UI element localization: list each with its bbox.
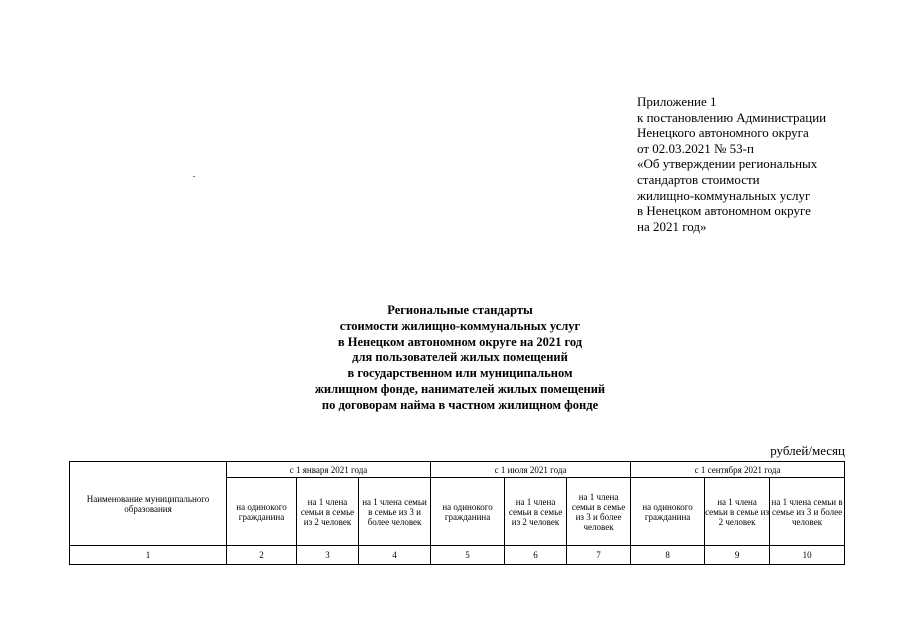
appendix-line: «Об утверждении региональных (637, 156, 818, 172)
column-number: 6 (505, 546, 567, 565)
column-number-row (70, 546, 845, 565)
period-header: с 1 января 2021 года (227, 462, 431, 478)
title-line: Региональные стандарты (387, 303, 533, 317)
standards-table (69, 461, 845, 565)
appendix-line: Приложение 1 (637, 94, 717, 109)
column-number: 4 (359, 546, 431, 565)
scan-speck (193, 176, 195, 177)
column-number: 9 (705, 546, 770, 565)
appendix-line: от 02.03.2021 № 53-п (637, 140, 754, 156)
units-label: рублей/месяц (770, 443, 845, 458)
appendix-line: жилищно-коммунальных услуг (637, 187, 811, 203)
column-number: 7 (567, 546, 631, 565)
appendix-line: к постановлению Администрации (637, 109, 827, 125)
column-number: 1 (70, 546, 227, 565)
family-of-3-header: на 1 члена семьи в семье из 3 и более человек (770, 478, 845, 546)
single-citizen-header: на одинокого гражданина (227, 478, 297, 546)
title-line: стоимости жилищно-коммунальных услуг (339, 318, 581, 333)
period-header: с 1 июля 2021 года (431, 462, 631, 478)
period-header-row (70, 462, 845, 478)
column-number: 3 (297, 546, 359, 565)
municipality-header: Наименование муниципального образования (70, 462, 227, 546)
title-line: по договорам найма в частном жилищном фонде (321, 397, 599, 412)
column-number: 5 (431, 546, 505, 565)
title-line: для пользователей жилых помещений (352, 350, 568, 365)
family-of-2-header: на 1 члена семьи в семье из 2 человек (297, 478, 359, 546)
appendix-block (637, 94, 877, 234)
single-citizen-header: на одинокого гражданина (431, 478, 505, 546)
column-number: 2 (227, 546, 297, 565)
family-of-2-header: на 1 члена семьи в семье из 2 человек (505, 478, 567, 546)
family-of-2-header: на 1 члена семьи в семье из 2 человек (705, 478, 770, 546)
family-of-3-header: на 1 члена семьи в семье из 3 и более человек (567, 478, 631, 546)
appendix-line: стандартов стоимости (637, 171, 760, 187)
title-line: в Ненецком автономном округе на 2021 год (337, 334, 583, 349)
title-line: в государственном или муниципальном (347, 366, 573, 381)
column-number: 10 (770, 546, 845, 565)
single-citizen-header: на одинокого гражданина (631, 478, 705, 546)
appendix-line: Ненецкого автономного округа (637, 125, 809, 141)
period-header: с 1 сентября 2021 года (631, 462, 845, 478)
column-number: 8 (631, 546, 705, 565)
appendix-line: на 2021 год» (637, 218, 707, 234)
title-line: жилищном фонде, нанимателей жилых помещений (314, 381, 606, 396)
appendix-line: в Ненецком автономном округе (637, 203, 811, 219)
family-of-3-header: на 1 члена семьи в семье из 3 и более человек (359, 478, 431, 546)
document-title (250, 303, 670, 414)
